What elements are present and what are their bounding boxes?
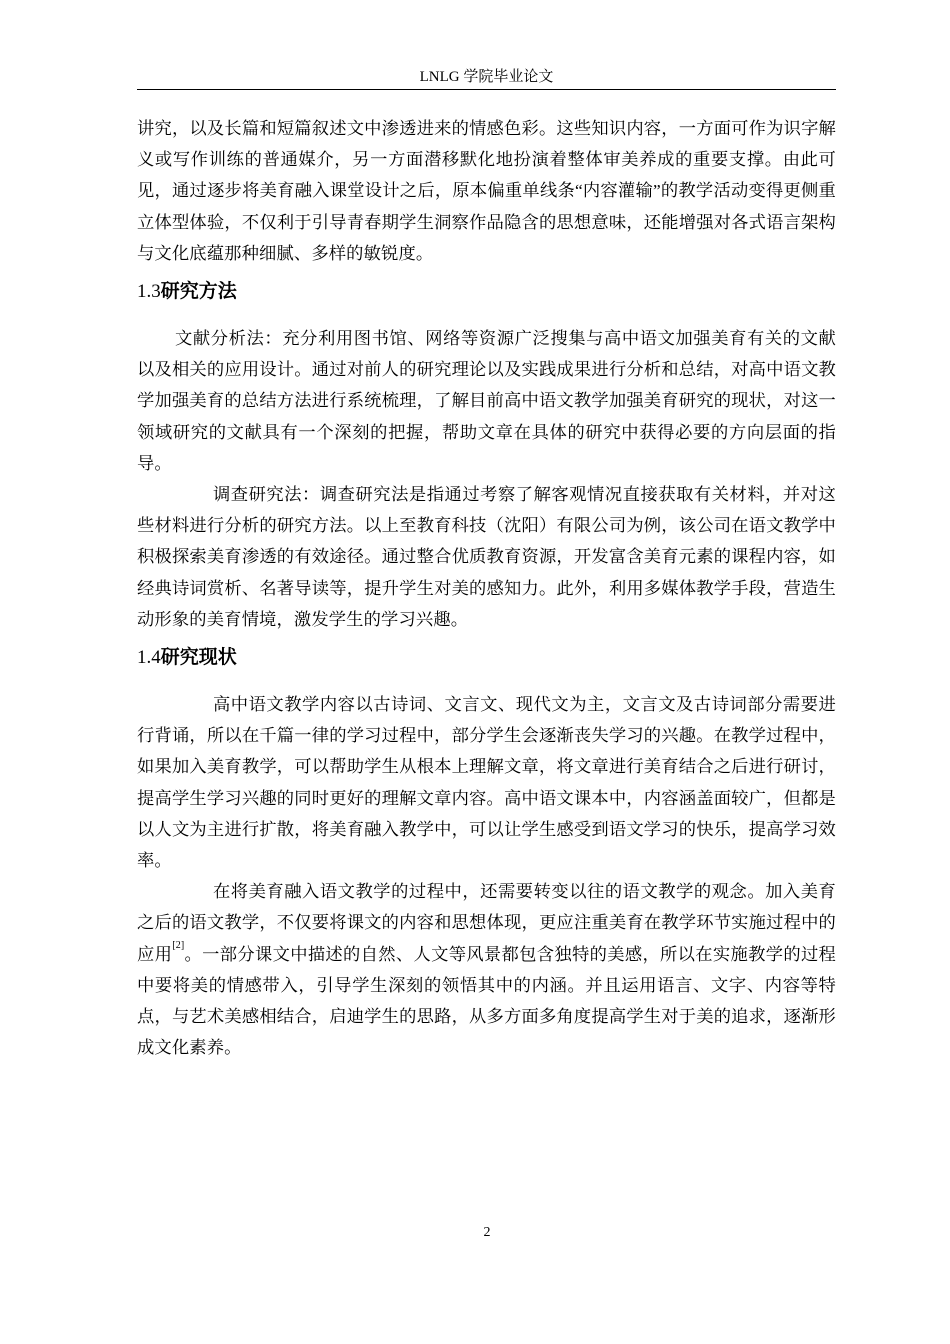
paragraph-research-status-2 <box>137 876 836 1063</box>
running-header: LNLG 学院毕业论文 <box>419 69 554 85</box>
header-divider <box>137 89 836 90</box>
paragraph-text-after-citation: 。一部分课文中描述的自然、人文等风景都包含独特的美感，所以在实施教学的过程中要将美的情感带入，引导学生深刻的领悟其中的内涵。并且运用语言、文字、内容等特点，与艺术美感相结合，启迪学生的思路，从多方面多角度提高学生对于美的追求，逐渐形成文化素养。 <box>137 944 836 1058</box>
section-number: 1.3 <box>137 281 161 303</box>
section-heading-1-4 <box>137 645 836 670</box>
intro-continuation-paragraph: 讲究，以及长篇和短篇叙述文中渗透进来的情感色彩。这些知识内容，一方面可作为识字解义或写作训练的普通媒介，另一方面潜移默化地扮演着整体审美养成的重要支撑。由此可见，通过逐步将美育融入课堂设计之后，原本偏重单线条“内容灌输”的教学活动变得更侧重立体型体验，不仅利于引导青春期学生洞察作品隐含的思想意味，还能增强对各式语言架构与文化底蕴那种细腻、多样的敏锐度。 <box>137 119 836 263</box>
section-title: 研究现状 <box>160 646 237 669</box>
citation-reference[interactable]: [2] <box>172 939 185 951</box>
paragraph-text-before-citation: 在将美育融入语文教学的过程中，还需要转变以往的语文教学的观念。加入美育之后的语文教学，不仅要将课文的内容和思想体现，更应注重美育在教学环节实施过程中的应用 <box>137 882 836 964</box>
page-body <box>137 113 836 1063</box>
page-number: 2 <box>483 1225 491 1240</box>
paragraph-literature-analysis: 文献分析法：充分利用图书馆、网络等资源广泛搜集与高中语文加强美育有关的文献以及相关的应用设计。通过对前人的研究理论以及实践成果进行分析和总结，对高中语文教学加强美育的总结方法进行系统梳理，了解目前高中语文教学加强美育研究的现状，对这一领域研究的文献具有一个深刻的把握，帮助文章在具体的研究中获得必要的方向层面的指导。 <box>137 329 836 473</box>
paragraph-survey-research: 调查研究法：调查研究法是指通过考察了解客观情况直接获取有关材料，并对这些材料进行分析的研究方法。以上至教育科技（沈阳）有限公司为例，该公司在语文教学中积极探索美育渗透的有效途径。通过整合优质教育资源，开发富含美育元素的课程内容，如经典诗词赏析、名著导读等，提升学生对美的感知力。此外，利用多媒体教学手段，营造生动形象的美育情境，激发学生的学习兴趣。 <box>137 485 836 629</box>
paragraph-research-status-1: 高中语文教学内容以古诗词、文言文、现代文为主，文言文及古诗词部分需要进行背诵，所以在千篇一律的学习过程中，部分学生会逐渐丧失学习的兴趣。在教学过程中，如果加入美育教学，可以帮助学生从根本上理解文章，将文章进行美育结合之后进行研讨，提高学生学习兴趣的同时更好的理解文章内容。高中语文课本中，内容涵盖面较广，但都是以人文为主进行扩散，将美育融入教学中，可以让学生感受到语文学习的快乐，提高学习效率。 <box>137 695 836 871</box>
section-number: 1.4 <box>137 647 161 669</box>
section-title: 研究方法 <box>160 280 237 303</box>
section-heading-1-3 <box>137 279 836 304</box>
